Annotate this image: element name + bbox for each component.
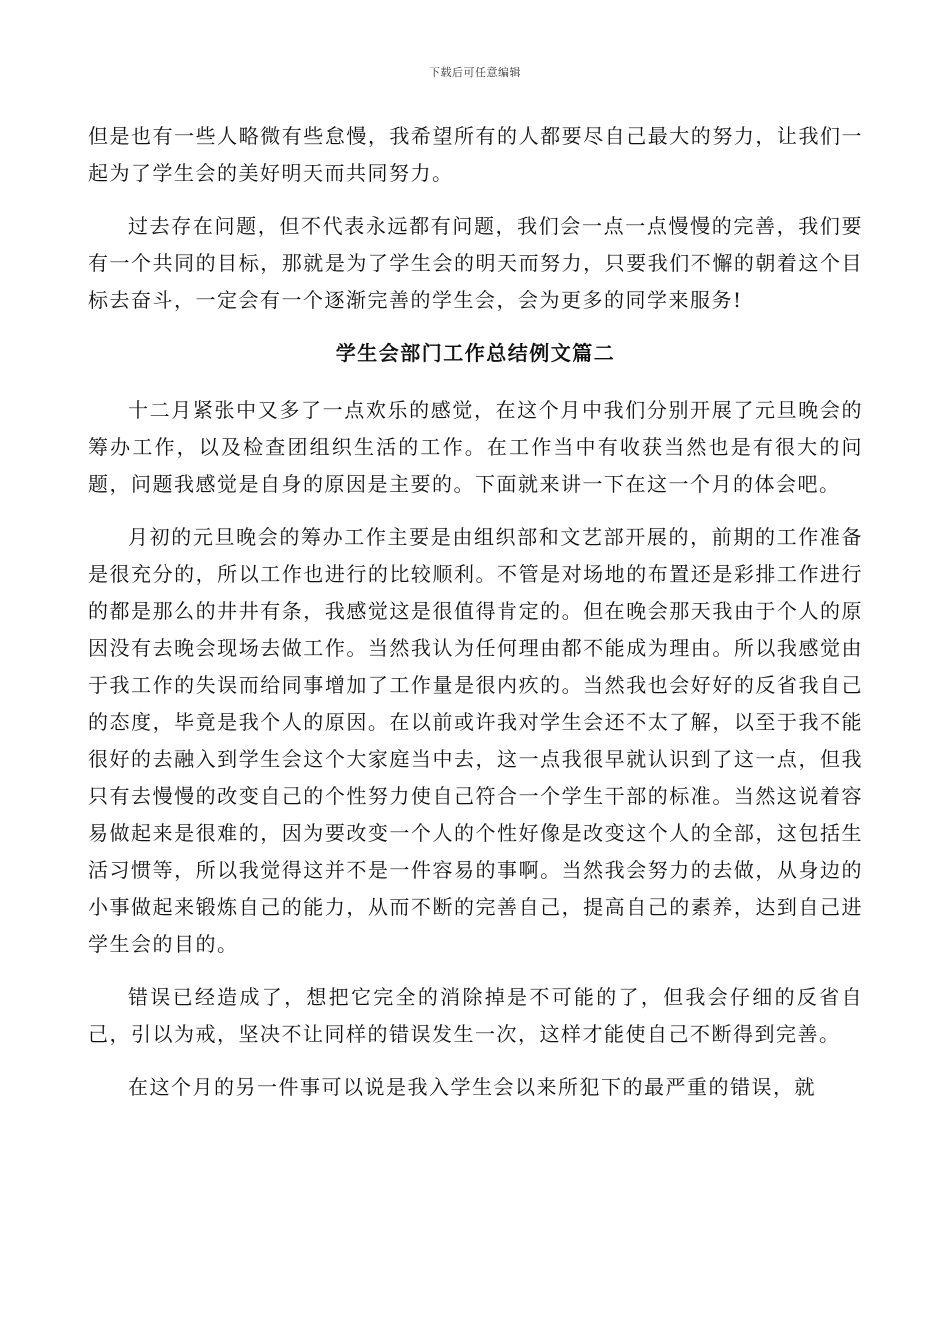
paragraph: 错误已经造成了，想把它完全的消除掉是不可能的了，但我会仔细的反省自己，引以为戒，坚决不让同样的错误发生一次，这样才能使自己不断得到完善。 [88, 985, 863, 1046]
paragraph: 但是也有一些人略微有些怠慢，我希望所有的人都要尽自己最大的努力，让我们一起为了学生会的美好明天而共同努力。 [88, 124, 863, 185]
section-title: 学生会部门工作总结例文篇二 [335, 341, 616, 365]
paragraph: 过去存在问题，但不代表永远都有问题，我们会一点一点慢慢的完善，我们要有一个共同的目标，那就是为了学生会的明天而努力，只要我们不懈的朝着这个目标去奋斗，一定会有一个逐渐完善的学生会，会为更多的同学来服务! [88, 214, 863, 312]
paragraph: 在这个月的另一件事可以说是我入学生会以来所犯下的最严重的错误，就 [128, 1075, 816, 1099]
paragraph: 十二月紧张中又多了一点欢乐的感觉，在这个月中我们分别开展了元旦晚会的筹办工作，以及检查团组织生活的工作。在工作当中有收获当然也是有很大的问题，问题我感觉是自身的原因是主要的。下面就来讲一下在这一个月的体会吧。 [88, 398, 863, 496]
page-header: 下载后可任意编辑 [429, 66, 521, 79]
paragraph: 月初的元旦晚会的筹办工作主要是由组织部和文艺部开展的，前期的工作准备是很充分的，所以工作也进行的比较顺利。不管是对场地的布置还是彩排工作进行的都是那么的井井有条，我感觉这是很值得肯定的。但在晚会那天我由于个人的原因没有去晚会现场去做工作。当然我认为任何理由都不能成为理由。所以我感觉由于我工作的失误而给同事增加了工作量是很内疚的。当然我也会好好的反省我自己的态度，毕竟是我个人的原因。在以前或许我对学生会还不太了解，以至于我不能很好的去融入到学生会这个大家庭当中去，这一点我很早就认识到了这一点，但我只有去慢慢的改变自己的个性努力使自己符合一个学生干部的标准。当然这说着容易做起来是很难的，因为要改变一个人的个性好像是改变这个人的全部，这包括生活习惯等，所以我觉得这并不是一件容易的事啊。当然我会努力的去做，从身边的小事做起来锻炼自己的能力，从而不断的完善自己，提高自己的素养，达到自己进学生会的目的。 [88, 525, 863, 956]
document-body [88, 118, 863, 1122]
